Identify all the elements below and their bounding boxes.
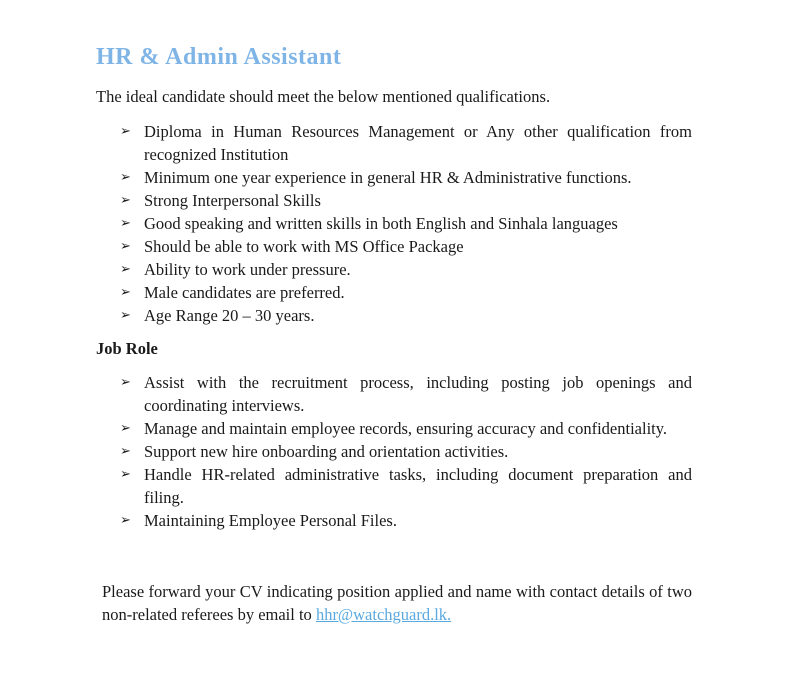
arrowhead-bullet-icon: ➢ — [120, 421, 131, 436]
list-item — [120, 189, 692, 212]
list-item — [120, 463, 692, 509]
job-role-heading: Job Role — [96, 339, 158, 358]
list-item — [120, 440, 692, 463]
list-item-text: Age Range 20 – 30 years. — [144, 306, 315, 325]
list-item-text: Ability to work under pressure. — [144, 260, 351, 279]
list-item-text: Male candidates are preferred. — [144, 283, 345, 302]
closing-text: Please forward your CV indicating position applied and name with contact details of two non-related referees by email to — [102, 582, 692, 624]
arrowhead-bullet-icon: ➢ — [120, 239, 131, 254]
list-item-text: Minimum one year experience in general HR & Administrative functions. — [144, 168, 632, 187]
page-title: HR & Admin Assistant — [96, 44, 342, 70]
list-item — [120, 212, 692, 235]
list-item — [120, 166, 692, 189]
list-item — [120, 304, 692, 327]
arrowhead-bullet-icon: ➢ — [120, 513, 131, 528]
list-item-text: Handle HR-related administrative tasks, including document preparation and filing. — [144, 465, 692, 507]
list-item-text: Diploma in Human Resources Management or Any other qualification from recognized Institution — [144, 122, 692, 164]
list-item — [120, 371, 692, 417]
arrowhead-bullet-icon: ➢ — [120, 308, 131, 323]
closing-paragraph — [102, 580, 692, 626]
list-item-text: Strong Interpersonal Skills — [144, 191, 321, 210]
list-item-text: Should be able to work with MS Office Package — [144, 237, 464, 256]
list-item-text: Support new hire onboarding and orientation activities. — [144, 442, 509, 461]
arrowhead-bullet-icon: ➢ — [120, 444, 131, 459]
arrowhead-bullet-icon: ➢ — [120, 124, 131, 139]
list-item — [120, 281, 692, 304]
list-item — [120, 120, 692, 166]
email-link[interactable]: hhr@watchguard.lk. — [315, 605, 452, 624]
qualifications-list — [120, 120, 692, 327]
list-item — [120, 417, 692, 440]
list-item-text: Good speaking and written skills in both English and Sinhala languages — [144, 214, 618, 233]
list-item-text: Maintaining Employee Personal Files. — [144, 511, 397, 530]
arrowhead-bullet-icon: ➢ — [120, 193, 131, 208]
list-item — [120, 235, 692, 258]
arrowhead-bullet-icon: ➢ — [120, 262, 131, 277]
list-item — [120, 509, 692, 532]
list-item-text: Assist with the recruitment process, including posting job openings and coordinating interviews. — [144, 373, 692, 415]
arrowhead-bullet-icon: ➢ — [120, 375, 131, 390]
list-item-text: Manage and maintain employee records, ensuring accuracy and confidentiality. — [144, 419, 668, 438]
arrowhead-bullet-icon: ➢ — [120, 467, 131, 482]
list-item — [120, 258, 692, 281]
arrowhead-bullet-icon: ➢ — [120, 170, 131, 185]
arrowhead-bullet-icon: ➢ — [120, 285, 131, 300]
job-role-list — [120, 371, 692, 532]
intro-text: The ideal candidate should meet the below mentioned qualifications. — [96, 87, 551, 106]
arrowhead-bullet-icon: ➢ — [120, 216, 131, 231]
